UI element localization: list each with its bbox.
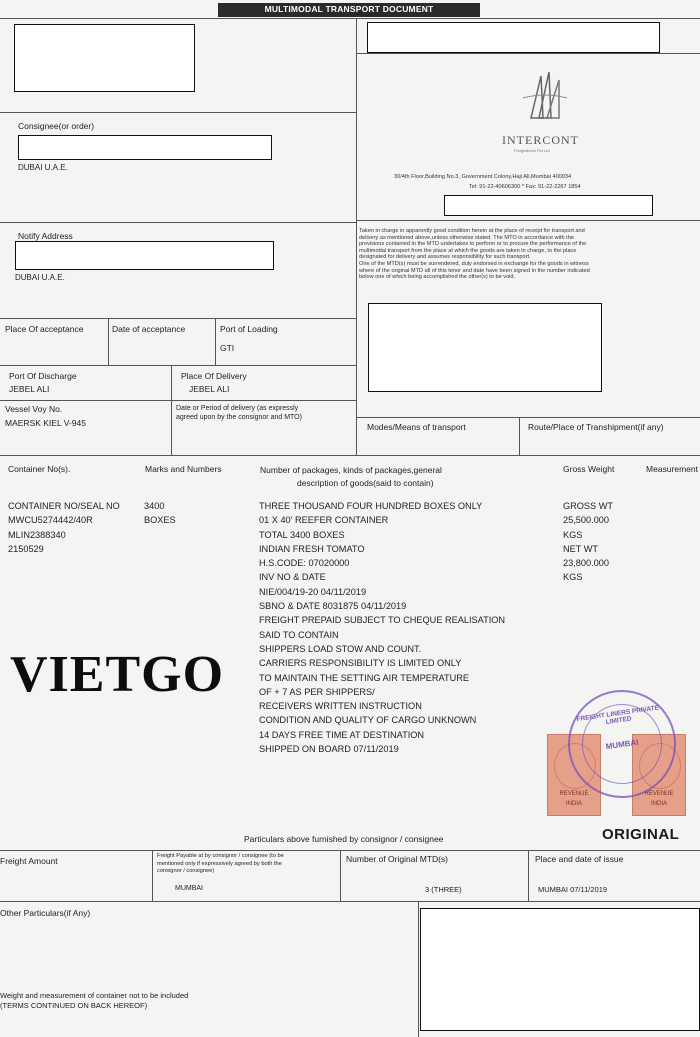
signature-redacted-box: [420, 908, 700, 1031]
place-of-delivery-label: Place Of Delivery: [181, 371, 247, 381]
vietgo-watermark: VIETGO: [10, 646, 225, 703]
num-original-value: 3 (THREE): [425, 885, 462, 894]
port-of-loading-value: GTI: [220, 343, 235, 353]
terms-text: Taken in charge in apparently good condition herein at the place of receipt for transport and delivery as mentioned above,unless otherwise stated. The MTO in accordance with the provisions contained in the MTD undertakes to perform or to procure the performance of the multimodal transport from the place at which the goods are taken in charge, to the place designated for delivery and assumes responsibility for such transport. One of the MTD(s) must be surrendered, duly endorsed in exchange for the goods in witness where of the original MTD all of this tenor and date have been signed in the number indicated below one of which being accomplished the other(s) to be void.: [359, 228, 590, 281]
marks-header: Marks and Numbers: [145, 464, 222, 474]
port-of-discharge-value: JEBEL ALI: [9, 384, 50, 394]
company-seal: FREIGHT LINERS PRIVATE LIMITED MUMBAI: [561, 683, 683, 805]
company-logo-text: INTERCONT: [502, 133, 579, 147]
document-title: MULTIMODAL TRANSPORT DOCUMENT: [264, 4, 434, 14]
container-header: Container No(s).: [8, 464, 71, 474]
consignee-name-redacted-box: [18, 135, 272, 160]
consignee-label: Consignee(or order): [18, 121, 95, 131]
mtd-number-redacted-box: [367, 22, 660, 53]
marks-numbers: 3400 BOXES: [144, 501, 176, 526]
company-address: 30/4th Floor,Building No.3, Government Colony,Haji Ali,Mumbai 400034: [394, 174, 572, 180]
transhipment-label: Route/Place of Transhipment(if any): [528, 422, 664, 432]
freight-payable-label: Freight Payable at by consignor / consignee (to be mentioned only if expressively agreed by both the consignor / consignee): [157, 853, 284, 874]
place-date-value: MUMBAI 07/11/2019: [538, 885, 608, 894]
revenue-stamp-1: REVENUE INDIA: [547, 734, 601, 816]
port-of-loading-label: Port of Loading: [220, 324, 278, 334]
goods-description: THREE THOUSAND FOUR HUNDRED BOXES ONLY 01 X 40' REEFER CONTAINER TOTAL 3400 BOXES INDIAN FRESH TOMATO H.S.CODE: 07020000 INV NO & DATE NIE/004/19-20 04/11/2019 SBNO & DATE 8031875 04/11/2019 FREIGHT PREPAID SUBJECT TO CHEQUE REALISATION SAID TO CONTAIN SHIPPERS LOAD STOW AND COUNT. CARRIERS RESPONSIBILITY IS LIMITED ONLY TO MAINTAIN THE SETTING AIR TEMPERATURE OF + 7 AS PER SHIPPERS/ RECEIVERS WRITTEN INSTRUCTION CONDITION AND QUALITY OF CARGO UNKNOWN 14 DAYS FREE TIME AT DESTINATION SHIPPED ON BOARD 07/11/2019: [259, 501, 506, 755]
vessel-value: MAERSK KIEL V-945: [5, 418, 86, 428]
company-phone: Tel: 91-22-40606300 * Fax: 91-22-2267 1854: [469, 184, 581, 190]
freight-amount-label: Freight Amount: [0, 856, 58, 866]
num-original-label: Number of Original MTD(s): [346, 854, 449, 864]
company-logo-icon: [515, 68, 575, 120]
company-redacted-box: [444, 195, 653, 216]
original-label: ORIGINAL: [602, 826, 680, 843]
gross-weight-header: Gross Weight: [563, 464, 615, 474]
freight-payable-value: MUMBAI: [175, 885, 203, 892]
modes-label: Modes/Means of transport: [367, 422, 466, 432]
container-numbers: CONTAINER NO/SEAL NO MWCU5274442/40R MLIN2388340 2150529: [8, 501, 120, 554]
stamp-redacted-box: [368, 303, 602, 392]
measurement-header: Measurement: [646, 464, 698, 474]
consignee-city: DUBAI U.A.E.: [18, 163, 68, 172]
notify-label: Notify Address: [18, 231, 73, 241]
date-of-acceptance-label: Date of acceptance: [112, 324, 186, 334]
delivery-period-label: Date or Period of delivery (as expressly agreed upon by the consignor and MTO): [176, 405, 302, 421]
shipper-redacted-box: [14, 24, 195, 92]
weight-note: Weight and measurement of container not to be included (TERMS CONTINUED ON BACK HEREOF): [0, 991, 189, 1010]
notify-name-redacted-box: [15, 241, 274, 270]
notify-city: DUBAI U.A.E.: [15, 273, 65, 282]
company-logo-sub: Freightliners Pvt Ltd: [514, 148, 550, 153]
port-of-discharge-label: Port Of Discharge: [9, 371, 77, 381]
vessel-label: Vessel Voy No.: [5, 404, 63, 414]
particulars-note: Particulars above furnished by consignor / consignee: [244, 834, 444, 844]
weight-values: GROSS WT 25,500.000 KGS NET WT 23,800.000 KGS: [563, 501, 614, 583]
revenue-stamp-2: REVENUE INDIA: [632, 734, 686, 816]
place-date-label: Place and date of issue: [535, 854, 624, 864]
other-particulars-label: Other Particulars(if Any): [0, 908, 91, 918]
place-of-delivery-value: JEBEL ALI: [189, 384, 230, 394]
place-of-acceptance-label: Place Of acceptance: [5, 324, 84, 334]
packages-header: Number of packages, kinds of packages,general description of goods(said to contain): [260, 465, 442, 488]
